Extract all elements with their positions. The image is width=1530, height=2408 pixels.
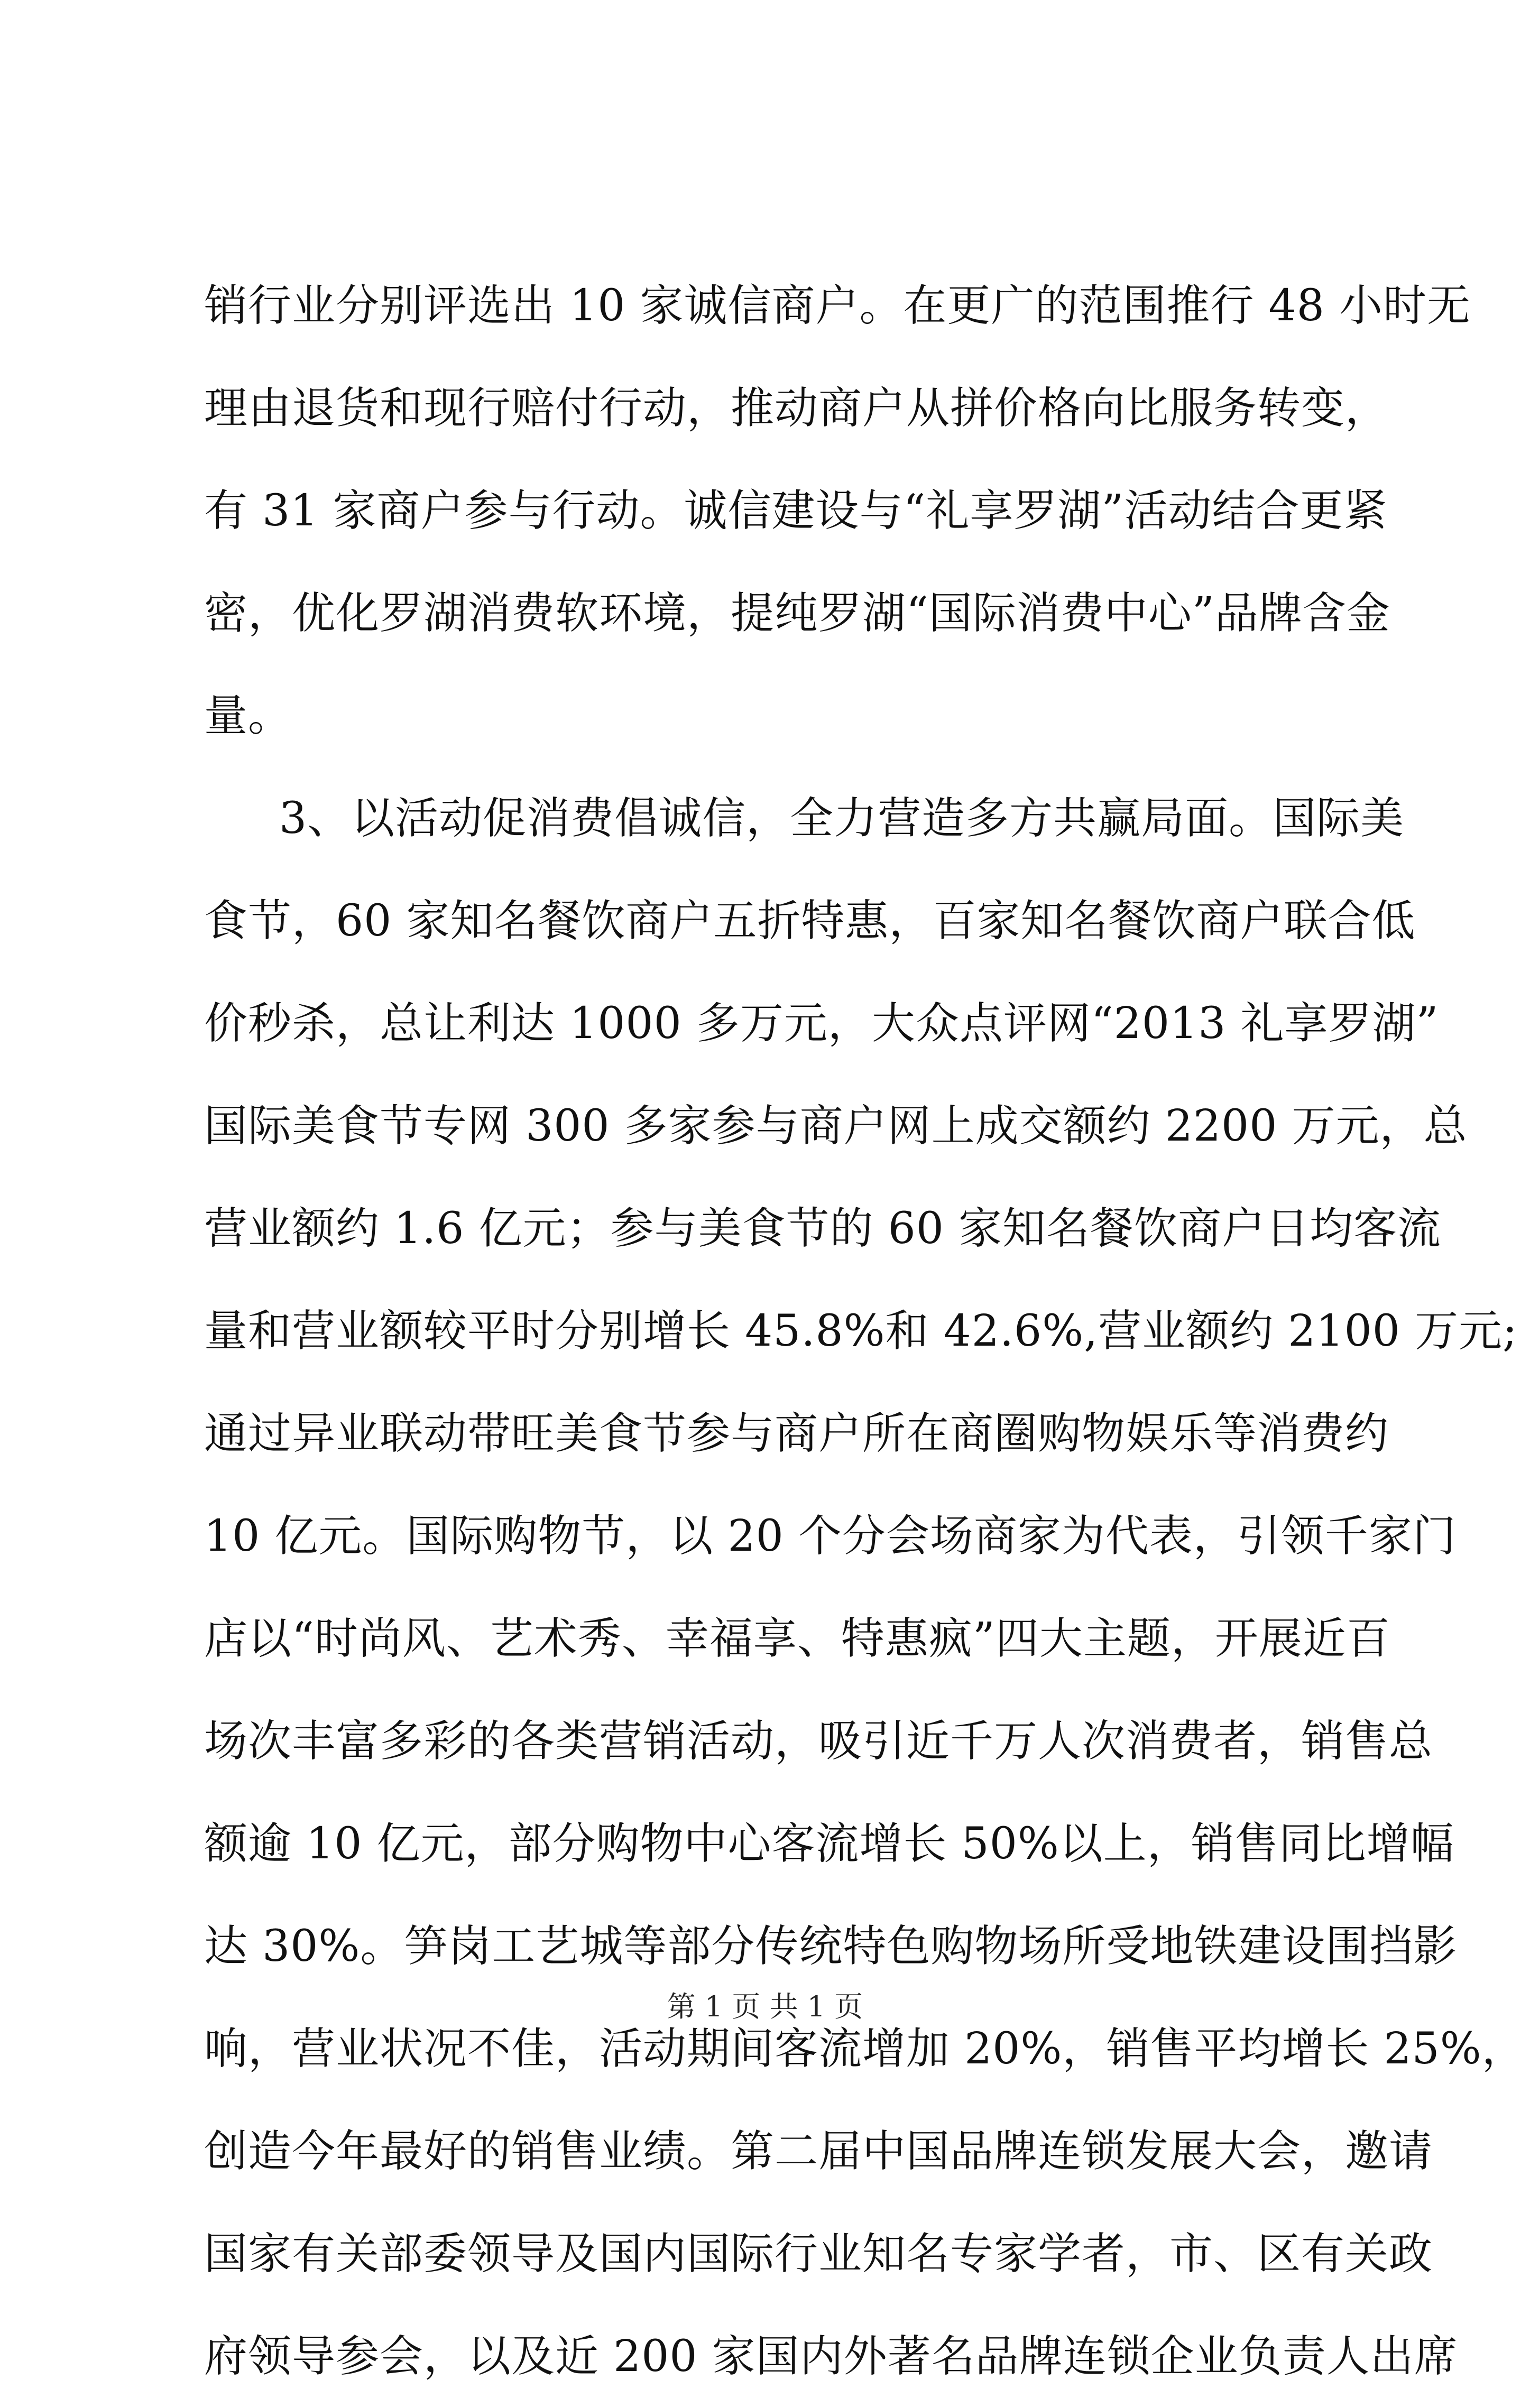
text-line: 通过异业联动带旺美食节参与商户所在商圈购物娱乐等消费约	[204, 1409, 1389, 1459]
page-number-footer: 第 1 页 共 1 页	[667, 1990, 863, 2023]
text-line: 10 亿元。国际购物节，以 20 个分会场商家为代表，引领千家门	[204, 1511, 1457, 1561]
text-line: 理由退货和现行赔付行动，推动商户从拼价格向比服务转变，	[204, 383, 1389, 433]
text-line: 量。	[204, 691, 292, 741]
text-line: 额逾 10 亿元，部分购物中心客流增长 50%以上，销售同比增幅	[204, 1819, 1454, 1869]
body-text	[204, 255, 1526, 2408]
text-line: 食节，60 家知名餐饮商户五折特惠，百家知名餐饮商户联合低	[204, 896, 1416, 946]
text-line: 国家有关部委领导及国内国际行业知名专家学者，市、区有关政	[204, 2229, 1433, 2279]
text-line: 创造今年最好的销售业绩。第二届中国品牌连锁发展大会，邀请	[204, 2126, 1433, 2177]
text-line: 达 30%。笋岗工艺城等部分传统特色购物场所受地铁建设围挡影	[204, 1921, 1458, 1971]
text-line: 国际美食节专网 300 多家参与商户网上成交额约 2200 万元，总	[204, 1101, 1468, 1151]
text-line: 店以“时尚风、艺术秀、幸福享、特惠疯”四大主题，开展近百	[204, 1614, 1390, 1664]
text-line: 量和营业额较平时分别增长 45.8%和 42.6%,营业额约 2100 万元;	[204, 1306, 1518, 1356]
text-line: 有 31 家商户参与行动。诚信建设与“礼享罗湖”活动结合更紧	[204, 486, 1388, 536]
text-line: 营业额约 1.6 亿元；参与美食节的 60 家知名餐饮商户日均客流	[204, 1203, 1442, 1254]
paragraph-start-line: 3、以活动促消费倡诚信，全力营造多方共赢局面。国际美	[279, 793, 1405, 844]
text-line: 响，营业状况不佳，活动期间客流增加 20%，销售平均增长 25%，	[204, 2024, 1526, 2074]
text-line: 价秒杀，总让利达 1000 多万元，大众点评网“2013 礼享罗湖”	[204, 998, 1439, 1049]
text-line: 府领导参会，以及近 200 家国内外著名品牌连锁企业负责人出席	[204, 2331, 1458, 2382]
text-line: 场次丰富多彩的各类营销活动，吸引近千万人次消费者，销售总	[204, 1716, 1433, 1766]
text-line: 密，优化罗湖消费软环境，提纯罗湖“国际消费中心”品牌含金	[204, 588, 1390, 638]
text-line: 销行业分别评选出 10 家诚信商户。在更广的范围推行 48 小时无	[204, 281, 1471, 331]
